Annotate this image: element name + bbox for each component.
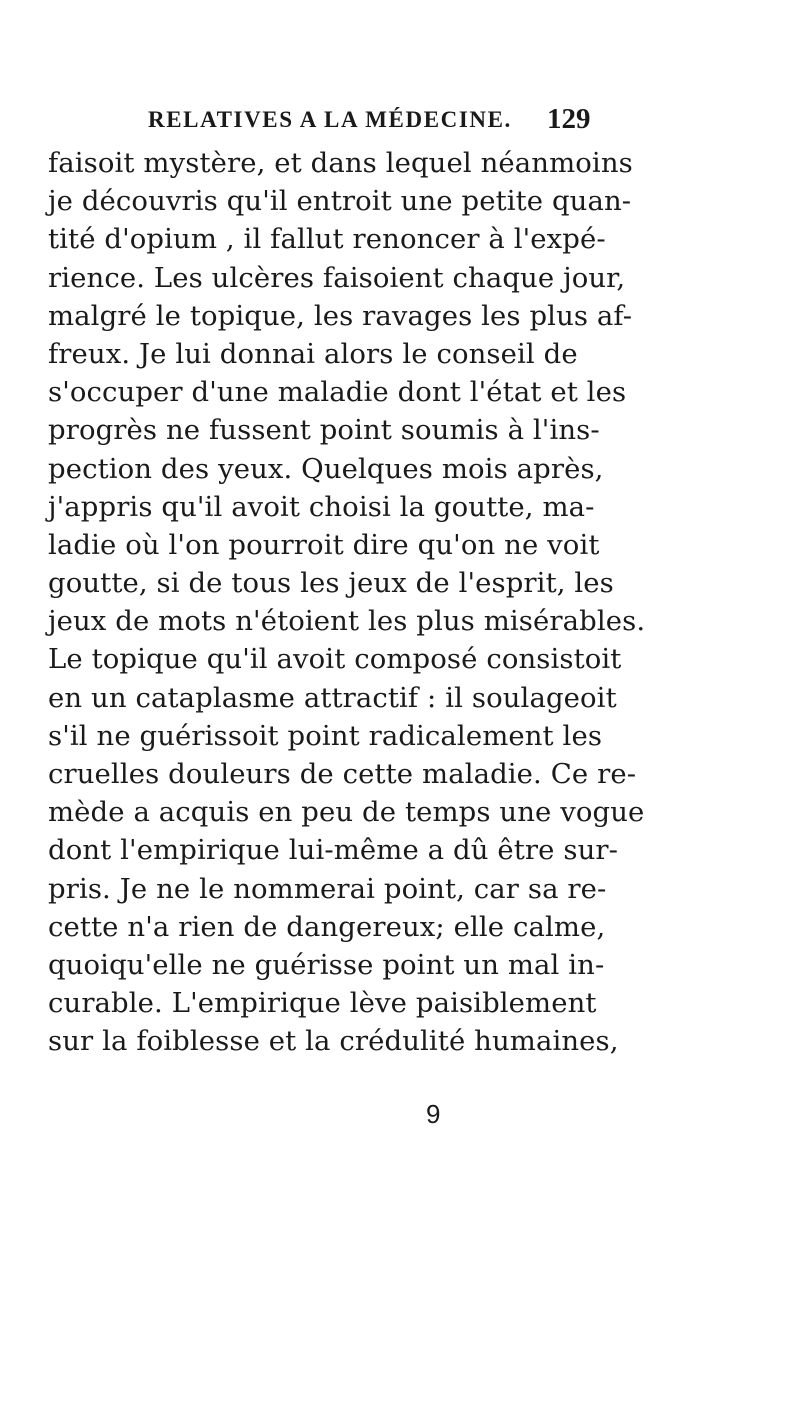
text-line: cette n'a rien de dangereux; elle calme, <box>48 910 606 943</box>
text-line: goutte, si de tous les jeux de l'esprit, les <box>48 567 614 600</box>
text-line: rience. Les ulcères faisoient chaque jour, <box>48 261 626 294</box>
text-line: j'appris qu'il avoit choisi la goutte, ma- <box>48 490 595 523</box>
page-number: 129 <box>547 103 591 135</box>
text-line: s'occuper d'une maladie dont l'état et les <box>48 376 627 409</box>
text-line: tité d'opium , il fallut renoncer à l'expé- <box>48 223 606 256</box>
text-line: quoiqu'elle ne guérisse point un mal in- <box>48 948 605 981</box>
signature-mark: 9 <box>426 1099 441 1129</box>
text-line: cruelles douleurs de cette maladie. Ce re- <box>48 758 637 790</box>
text-line: dont l'empirique lui-même a dû être sur- <box>48 834 619 867</box>
text-line: curable. L'empirique lève paisiblement <box>48 987 597 1020</box>
text-line: faisoit mystère, et dans lequel néanmoins <box>48 147 633 179</box>
text-line: je découvris qu'il entroit une petite quan- <box>48 185 632 218</box>
text-line: en un cataplasme attractif : il soulageoit <box>48 681 617 714</box>
text-line: ladie où l'on pourroit dire qu'on ne voit <box>48 528 600 561</box>
text-line: malgré le topique, les ravages les plus af- <box>48 299 633 332</box>
text-line: pris. Je ne le nommerai point, car sa re- <box>48 872 607 905</box>
running-title: RELATIVES A LA MÉDECINE. <box>148 107 512 132</box>
text-line: progrès ne fussent point soumis à l'ins- <box>48 414 600 447</box>
text-line: Le topique qu'il avoit composé consistoit <box>48 643 622 676</box>
running-head <box>148 104 728 144</box>
text-line: pection des yeux. Quelques mois après, <box>48 452 604 485</box>
text-line: jeux de mots n'étoient les plus misérables. <box>48 605 646 638</box>
text-line: mède a acquis en peu de temps une vogue <box>48 796 645 829</box>
text-line: freux. Je lui donnai alors le conseil de <box>48 337 578 370</box>
body-text <box>48 144 748 1061</box>
text-line: sur la foiblesse et la crédulité humaines, <box>48 1025 619 1058</box>
text-line: s'il ne guérissoit point radicalement les <box>48 719 603 752</box>
